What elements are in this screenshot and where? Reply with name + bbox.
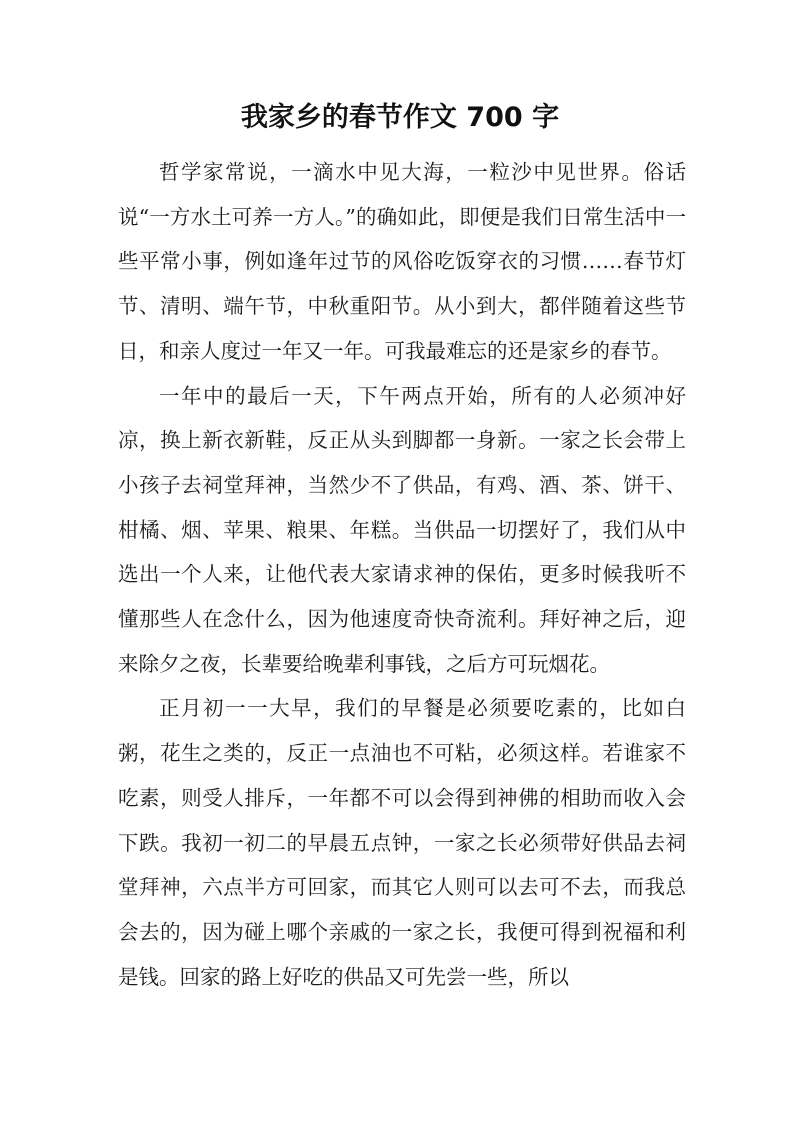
document-body: [118, 150, 686, 999]
document-title: 我家乡的春节作文 700 字: [240, 102, 560, 133]
paragraph-1: 哲学家常说，一滴水中见大海，一粒沙中见世界。俗话说“一方水土可养一方人。”的确如此，即便是我们日常生活中一些平常小事，例如逢年过节的风俗吃饭穿衣的习惯……春节灯节、清明、端午节，中秋重阳节。从小到大，都伴随着这些节日，和亲人度过一年又一年。可我最难忘的还是家乡的春节。: [118, 160, 686, 363]
paragraph-2: 一年中的最后一天，下午两点开始，所有的人必须冲好凉，换上新衣新鞋，反正从头到脚都一身新。一家之长会带上小孩子去祠堂拜神，当然少不了供品，有鸡、酒、茶、饼干、柑橘、烟、苹果、粮果、年糕。当供品一切摆好了，我们从中选出一个人来，让他代表大家请求神的保佑，更多时候我听不懂那些人在念什么，因为他速度奇快奇流利。拜好神之后，迎来除夕之夜，长辈要给晚辈利事钱，之后方可玩烟花。: [118, 383, 686, 676]
paragraph-3: 正月初一一大早，我们的早餐是必须要吃素的，比如白粥，花生之类的，反正一点油也不可粘，必须这样。若谁家不吃素，则受人排斥，一年都不可以会得到神佛的相助而收入会下跌。我初一初二的早晨五点钟，一家之长必须带好供品去祠堂拜神，六点半方可回家，而其它人则可以去可不去，而我总会去的，因为碰上哪个亲戚的一家之长，我便可得到祝福和利是钱。回家的路上好吃的供品又可先尝一些，所以: [118, 696, 686, 989]
